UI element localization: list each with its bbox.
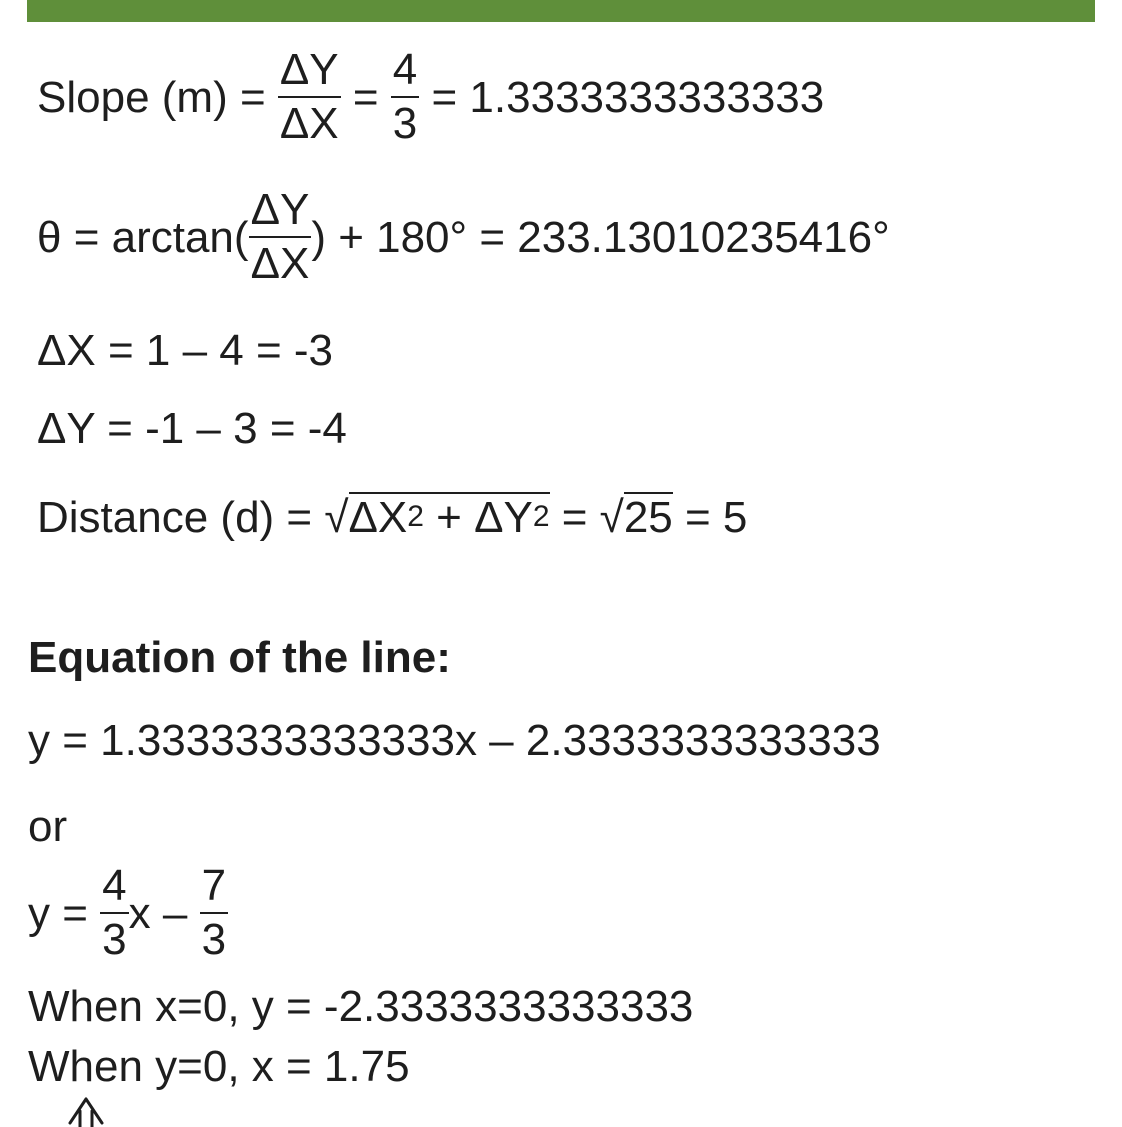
equation-fraction-row [28,861,228,967]
distance-radicand [349,492,550,540]
theta-frac-numerator: ΔY [249,186,312,238]
top-accent-bar [27,0,1095,22]
slope-value-denominator: 3 [392,98,418,148]
radicand-term-dx: ΔX [348,493,408,542]
theta-frac-denominator: ΔX [250,238,310,288]
equation-fraction-prefix: y = [28,889,88,939]
slope-frac-denominator: ΔX [279,98,339,148]
delta-y-row: ΔY = -1 – 3 = -4 [37,404,347,453]
or-text: or [28,802,68,851]
distance-row [37,492,747,540]
slope-result: = 1.3333333333333 [431,73,825,123]
coef-fraction [100,862,128,963]
coef-denominator: 3 [102,914,127,964]
radicand-term-dy: + ΔY [423,493,533,542]
intercept-denominator: 3 [201,914,227,964]
distance-equals: = [549,493,600,542]
distance-sqrt [324,492,549,540]
y-intercept-row: When x=0, y = -2.3333333333333 [28,982,694,1031]
distance-result: = 5 [672,493,748,542]
slope-value-numerator: 4 [391,46,419,98]
equation-heading: Equation of the line: [28,633,451,682]
intercept-numerator: 7 [200,862,228,914]
x-intercept-row: When y=0, x = 1.75 [28,1042,410,1091]
equation-decimal: y = 1.3333333333333x – 2.3333333333333 [28,716,881,765]
sqrt-symbol-2: √ [599,493,624,542]
distance-sqrt-25 [600,492,673,540]
slope-row [37,45,825,151]
distance-label: Distance (d) = [37,493,313,542]
radicand-25: 25 [623,493,673,542]
delta-x-row: ΔX = 1 – 4 = -3 [37,326,334,375]
slope-equals: = [352,73,379,123]
exponent-dy: 2 [532,500,550,533]
theta-label: θ = arctan( [37,213,249,263]
equation-fraction-mid: x – [128,889,188,939]
slope-value-fraction [391,46,419,147]
intercept-fraction [200,862,228,963]
slope-delta-fraction [278,46,341,147]
slope-frac-numerator: ΔY [278,46,341,98]
theta-fraction [249,186,312,287]
theta-result: ) + 180° = 233.13010235416° [311,213,890,263]
coef-numerator: 4 [100,862,128,914]
theta-row [37,185,890,291]
exponent-dx: 2 [407,500,424,533]
slope-label: Slope (m) = [37,73,266,123]
sqrt-symbol: √ [324,493,349,542]
